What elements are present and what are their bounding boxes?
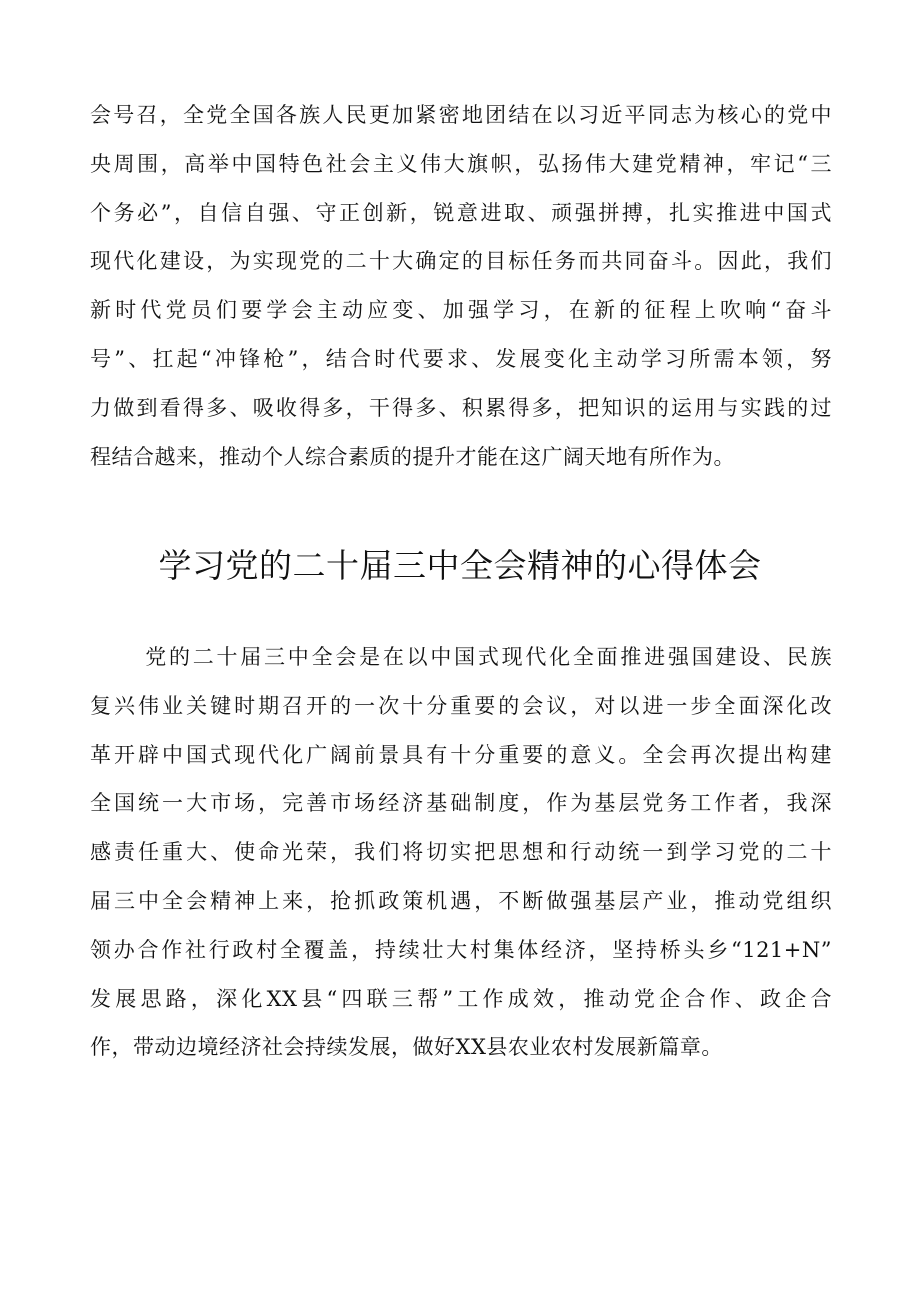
paragraph-line: 号”、扛起“冲锋枪”，结合时代要求、发展变化主动学习所需本领，努 (90, 346, 832, 371)
paragraph-line: 发展思路，深化XX县“四联三帮”工作成效，推动党企合作、政企合 (90, 986, 832, 1011)
section-title: 学习党的二十届三中全会精神的心得体会 (158, 546, 762, 585)
paragraph-line: 革开辟中国式现代化广阔前景具有十分重要的意义。全会再次提出构建 (90, 742, 832, 767)
paragraph-line: 届三中全会精神上来，抢抓政策机遇，不断做强基层产业，推动党组织 (90, 888, 832, 913)
paragraph-line: 感责任重大、使命光荣，我们将切实把思想和行动统一到学习党的二十 (90, 840, 832, 865)
section-paragraph (90, 633, 832, 1072)
paragraph-line: 现代化建设，为实现党的二十大确定的目标任务而共同奋斗。因此，我们 (90, 249, 832, 274)
paragraph-line: 程结合越来，推动个人综合素质的提升才能在这广阔天地有所作为。 (90, 444, 735, 469)
paragraph-line (90, 633, 832, 682)
paragraph-line: 全国统一大市场，完善市场经济基础制度，作为基层党务工作者，我深 (90, 791, 832, 816)
continuation-paragraph (90, 91, 832, 481)
paragraph-line: 个务必”，自信自强、守正创新，锐意进取、顽强拼搏，扎实推进中国式 (90, 200, 832, 225)
paragraph-line: 新时代党员们要学会主动应变、加强学习，在新的征程上吹响“奋斗 (90, 298, 832, 323)
paragraph-line: 会号召，全党全国各族人民更加紧密地团结在以习近平同志为核心的党中 (90, 103, 832, 127)
paragraph-line: 领办合作社行政村全覆盖，持续壮大村集体经济，坚持桥头乡“121+N” (90, 937, 832, 962)
paragraph-line: 复兴伟业关键时期召开的一次十分重要的会议，对以进一步全面深化改 (90, 693, 832, 718)
paragraph-first-line-text: 党的二十届三中全会是在以中国式现代化全面推进强国建设、民族 (143, 645, 832, 669)
paragraph-line: 作，带动边境经济社会持续发展，做好XX县农业农村发展新篇章。 (90, 1035, 723, 1060)
paragraph-line: 力做到看得多、吸收得多，干得多、积累得多，把知识的运用与实践的过 (90, 395, 832, 420)
paragraph-line: 央周围，高举中国特色社会主义伟大旗帜，弘扬伟大建党精神，牢记“三 (90, 151, 832, 176)
